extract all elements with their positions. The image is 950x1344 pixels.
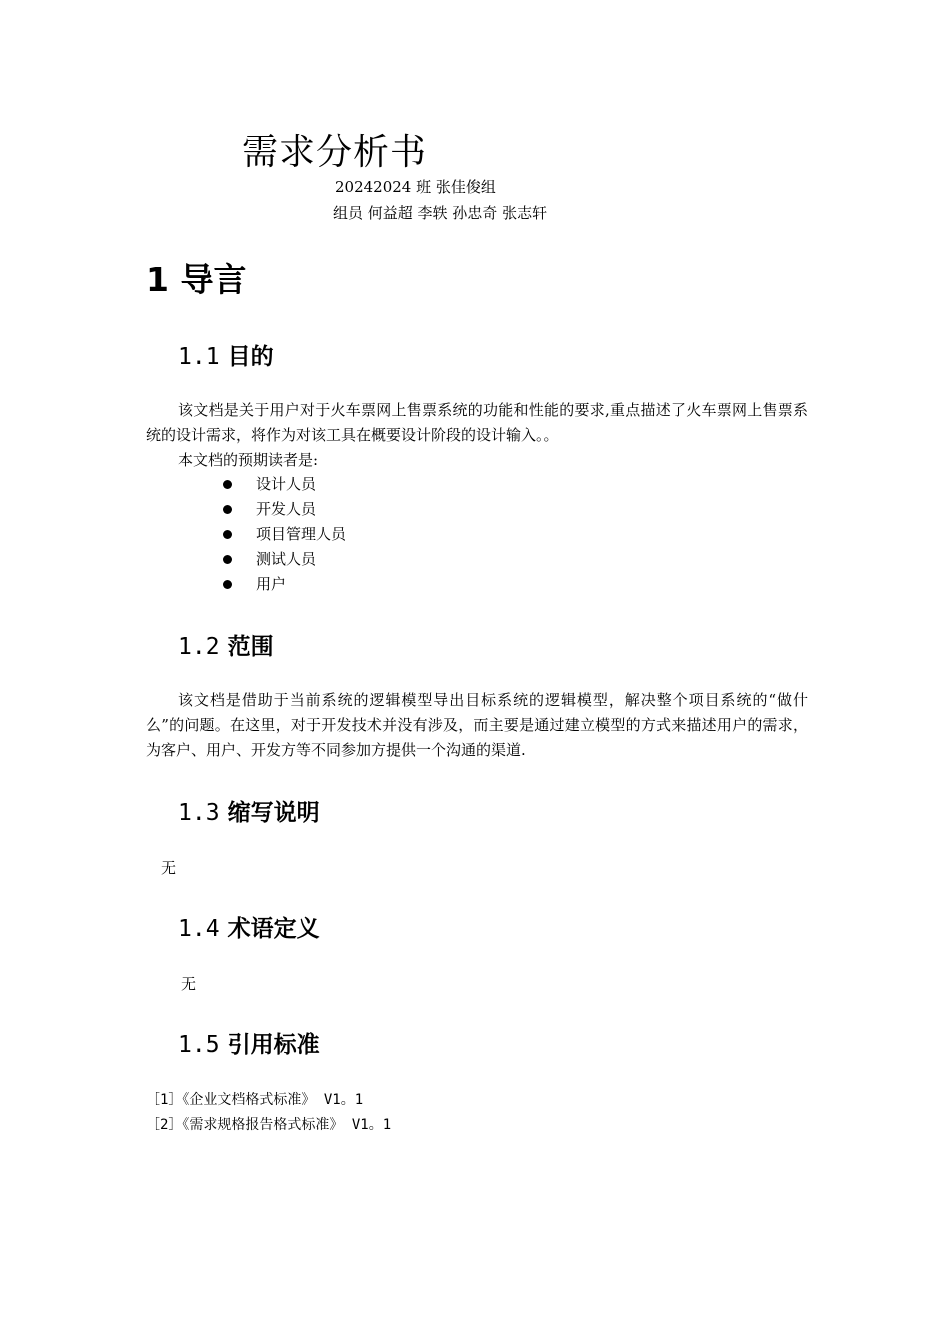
subsection-heading-abbreviations (178, 794, 320, 827)
subsection-title: 术语定义 (227, 916, 320, 942)
reference-item: ［2］《需求规格报告格式标准》 V1。1 (146, 1117, 392, 1133)
bullet-icon (223, 530, 232, 539)
subsection-title: 引用标准 (227, 1032, 320, 1058)
abbreviations-content: 无 (161, 859, 177, 877)
bullet-icon (223, 480, 232, 489)
subsection-title: 缩写说明 (227, 800, 320, 826)
bullet-icon (223, 555, 232, 564)
subsection-heading-terms (178, 910, 320, 943)
scope-paragraph: 该文档是借助于当前系统的逻辑模型导出目标系统的逻辑模型，解决整个项目系统的“做什么”的问题。在这里，对于开发技术并没有涉及，而主要是通过建立模型的方式来描述用户的需求，为客户、用户、开发方等不同参加方提供一个沟通的渠道. (146, 691, 808, 759)
readers-list (222, 472, 346, 597)
bullet-icon (223, 505, 232, 514)
subsection-heading-purpose (178, 338, 274, 371)
terms-content: 无 (181, 975, 197, 993)
list-item: 设计人员 (222, 472, 346, 497)
bullet-icon (223, 580, 232, 589)
section-heading-introduction: 1 导言 (146, 260, 247, 299)
subsection-number: 1.5 (178, 1032, 220, 1058)
list-item: 测试人员 (222, 547, 346, 572)
purpose-paragraph: 该文档是关于用户对于火车票网上售票系统的功能和性能的要求,重点描述了火车票网上售票系统的设计需求，将作为对该工具在概要设计阶段的设计输入。。 (146, 401, 808, 444)
class-group-line: 20242024 班 张佳俊组 (335, 178, 496, 196)
list-item: 开发人员 (222, 497, 346, 522)
members-line: 组员 何益超 李轶 孙忠奇 张志轩 (333, 204, 548, 222)
document-title: 需求分析书 (242, 132, 428, 173)
subsection-number: 1.3 (178, 800, 220, 826)
subsection-title: 目的 (227, 344, 274, 370)
readers-intro: 本文档的预期读者是: (178, 451, 319, 469)
subsection-number: 1.4 (178, 916, 220, 942)
subsection-heading-references (178, 1026, 320, 1059)
list-item: 项目管理人员 (222, 522, 346, 547)
reference-item: ［1］《企业文档格式标准》 V1。1 (146, 1092, 364, 1108)
list-item: 用户 (222, 572, 346, 597)
subsection-heading-scope (178, 628, 274, 661)
subsection-title: 范围 (227, 634, 274, 660)
subsection-number: 1.1 (178, 344, 220, 370)
subsection-number: 1.2 (178, 634, 220, 660)
